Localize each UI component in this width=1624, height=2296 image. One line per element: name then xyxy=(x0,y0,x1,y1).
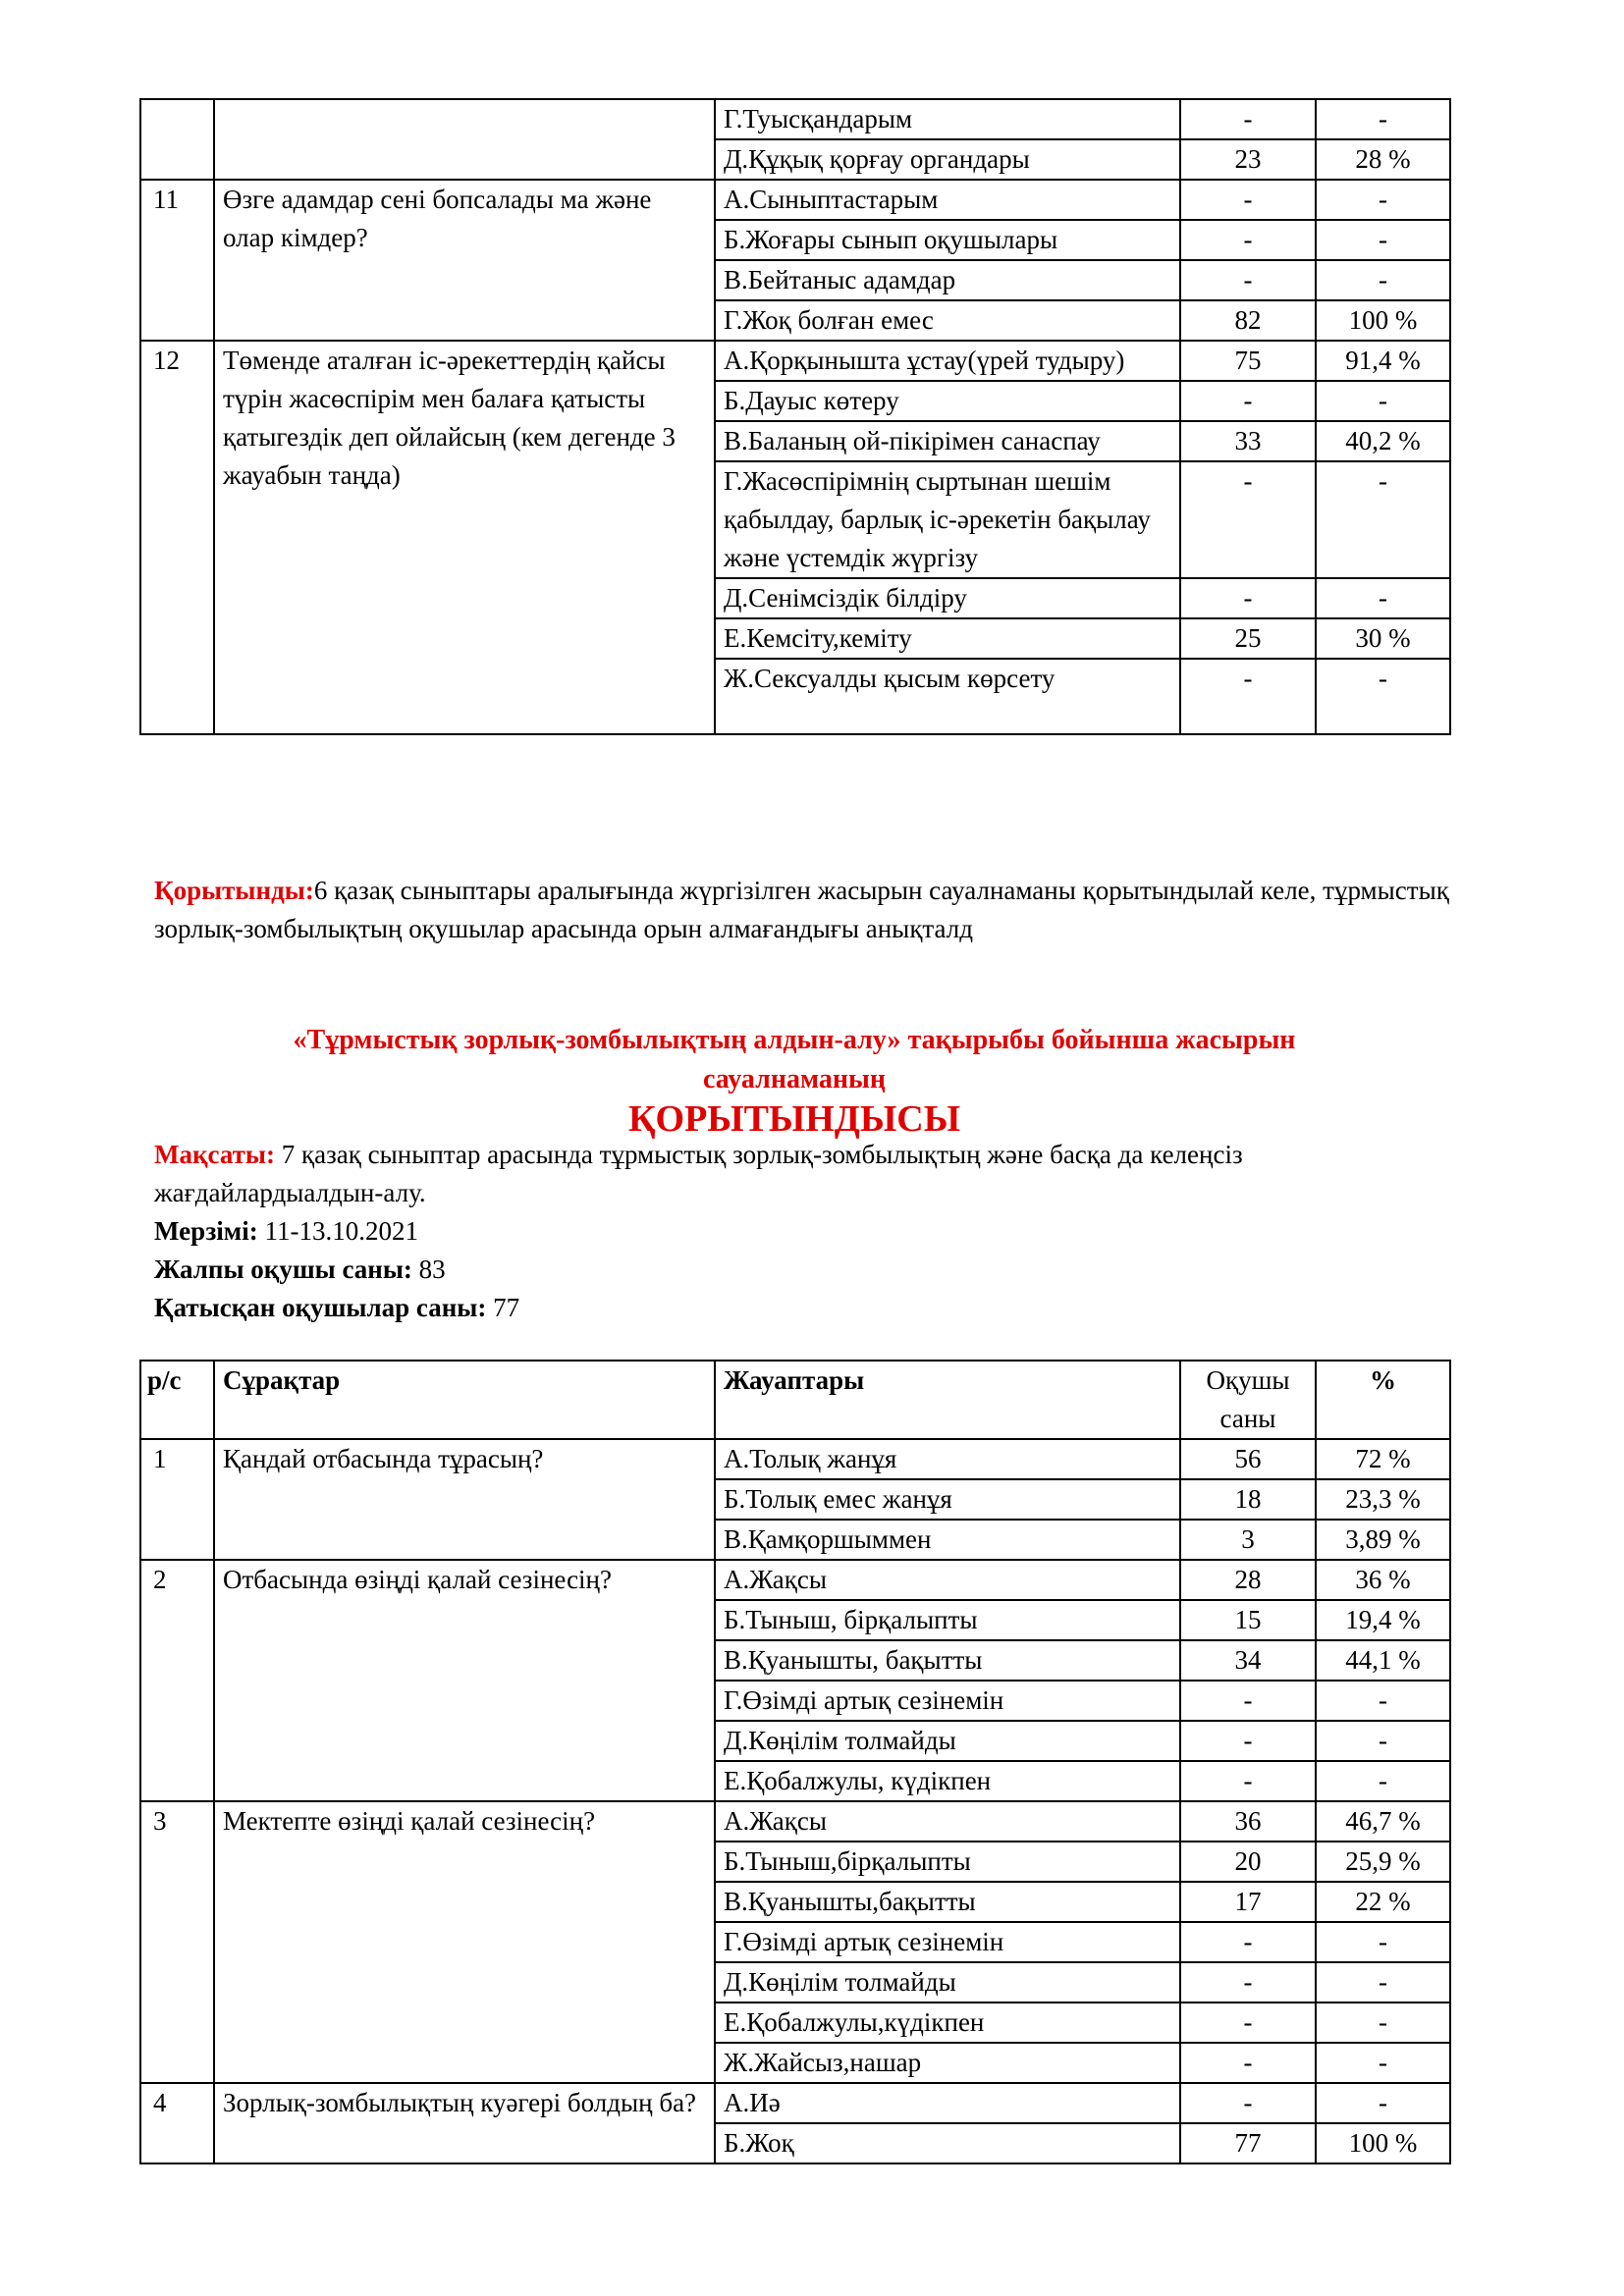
answer-count: 20 xyxy=(1180,1842,1316,1882)
answer-option: Б.Тыныш, бірқалыпты xyxy=(715,1600,1180,1640)
answer-option: В.Қуанышты,бақытты xyxy=(715,1882,1180,1922)
answer-percent: 44,1 % xyxy=(1316,1640,1450,1681)
conclusion-paragraph xyxy=(154,872,1460,948)
survey-table-continued xyxy=(139,98,1451,735)
answer-option: Е.Қобалжулы,күдікпен xyxy=(715,2002,1180,2043)
question-text: Мектепте өзіңді қалай сезінесің? xyxy=(214,1801,715,2083)
answer-percent: 3,89 % xyxy=(1316,1520,1450,1560)
report-title xyxy=(139,1021,1449,1139)
answer-count: 3 xyxy=(1180,1520,1316,1560)
table-row xyxy=(140,341,1450,381)
total-label: Жалпы оқушы саны: xyxy=(154,1255,412,1284)
question-number: 11 xyxy=(140,180,214,341)
answer-percent: - xyxy=(1316,659,1450,734)
answer-count: - xyxy=(1180,578,1316,618)
answer-percent: - xyxy=(1316,381,1450,421)
table-row xyxy=(140,180,1450,220)
answer-option: А.Жақсы xyxy=(715,1801,1180,1842)
answer-percent: - xyxy=(1316,461,1450,578)
answer-percent: 23,3 % xyxy=(1316,1479,1450,1520)
answer-count: 56 xyxy=(1180,1439,1316,1479)
answer-option: А.Иә xyxy=(715,2083,1180,2123)
answer-percent: 36 % xyxy=(1316,1560,1450,1600)
table-row xyxy=(140,1801,1450,1842)
answer-option: Г.Туысқандарым xyxy=(715,99,1180,139)
header-answers: Жауаптары xyxy=(715,1361,1180,1439)
table-row xyxy=(140,1439,1450,1479)
answer-percent: - xyxy=(1316,220,1450,260)
participants-label: Қатысқан оқушылар саны: xyxy=(154,1293,487,1322)
answer-count: - xyxy=(1180,1922,1316,1962)
participants-value: 77 xyxy=(486,1293,520,1322)
answer-option: А.Жақсы xyxy=(715,1560,1180,1600)
answer-count: - xyxy=(1180,260,1316,300)
answer-percent: - xyxy=(1316,1761,1450,1801)
title-line-3: ҚОРЫТЫНДЫСЫ xyxy=(627,1098,961,1140)
answer-percent: - xyxy=(1316,2043,1450,2083)
total-value: 83 xyxy=(411,1255,446,1284)
answer-percent: - xyxy=(1316,260,1450,300)
answer-percent: 28 % xyxy=(1316,139,1450,180)
answer-count: 25 xyxy=(1180,618,1316,659)
goal-line xyxy=(154,1136,1470,1212)
question-number: 1 xyxy=(140,1439,214,1560)
answer-option: В.Қамқоршыммен xyxy=(715,1520,1180,1560)
answer-option: Б.Жоғары сынып оқушылары xyxy=(715,220,1180,260)
answer-option: А.Толық жанұя xyxy=(715,1439,1180,1479)
participants-line xyxy=(154,1289,1470,1327)
answer-count: 18 xyxy=(1180,1479,1316,1520)
header-percent: % xyxy=(1316,1361,1450,1439)
question-number: 2 xyxy=(140,1560,214,1801)
answer-percent: 40,2 % xyxy=(1316,421,1450,461)
answer-option: Е.Кемсіту,кеміту xyxy=(715,618,1180,659)
answer-count: - xyxy=(1180,1721,1316,1761)
answer-option: Ж.Сексуалды қысым көрсету xyxy=(715,659,1180,734)
answer-count: - xyxy=(1180,2043,1316,2083)
answer-option: А.Қорқынышта ұстау(үрей тудыру) xyxy=(715,341,1180,381)
answer-count: 82 xyxy=(1180,300,1316,341)
answer-percent: - xyxy=(1316,578,1450,618)
answer-option: Б.Толық емес жанұя xyxy=(715,1479,1180,1520)
header-question: Сұрақтар xyxy=(214,1361,715,1439)
title-line-1: «Тұрмыстық зорлық-зомбылықтың алдын-алу» тақырыбы бойынша жасырын xyxy=(293,1025,1296,1055)
period-label: Мерзімі: xyxy=(154,1216,258,1246)
question-text: Отбасында өзіңді қалай сезінесің? xyxy=(214,1560,715,1801)
survey-results-table xyxy=(139,1360,1451,2164)
answer-option: Д.Көңілім толмайды xyxy=(715,1721,1180,1761)
answer-percent: 72 % xyxy=(1316,1439,1450,1479)
answer-percent: 100 % xyxy=(1316,2123,1450,2163)
question-text: Зорлық-зомбылықтың куәгері болдың ба? xyxy=(214,2083,715,2163)
question-text: Өзге адамдар сені бопсалады ма және олар кімдер? xyxy=(214,180,715,341)
answer-count: - xyxy=(1180,220,1316,260)
answer-count: - xyxy=(1180,1962,1316,2002)
answer-percent: - xyxy=(1316,1922,1450,1962)
conclusion-label: Қорытынды: xyxy=(154,876,314,905)
answer-percent: 30 % xyxy=(1316,618,1450,659)
goal-text: 7 қазақ сыныптар арасында тұрмыстық зорлық-зомбылықтың және басқа да келеңсіз жағдайлардыалдын-алу. xyxy=(154,1140,1243,1207)
answer-count: - xyxy=(1180,2083,1316,2123)
question-number: 12 xyxy=(140,341,214,734)
answer-count: - xyxy=(1180,659,1316,734)
answer-count: 36 xyxy=(1180,1801,1316,1842)
answer-count: 33 xyxy=(1180,421,1316,461)
answer-option: Г.Жасөспірімнің сыртынан шешім қабылдау, барлық іс-әрекетін бақылау және үстемдік жүргізу xyxy=(715,461,1180,578)
answer-option: Б.Тыныш,бірқалыпты xyxy=(715,1842,1180,1882)
answer-option: В.Баланың ой-пікірімен санаспау xyxy=(715,421,1180,461)
total-line xyxy=(154,1251,1470,1289)
period-line xyxy=(154,1212,1470,1251)
answer-option: Е.Қобалжулы, күдікпен xyxy=(715,1761,1180,1801)
goal-label: Мақсаты: xyxy=(154,1140,275,1169)
answer-count: 77 xyxy=(1180,2123,1316,2163)
answer-option: Б.Дауыс көтеру xyxy=(715,381,1180,421)
answer-count: 34 xyxy=(1180,1640,1316,1681)
answer-count: - xyxy=(1180,1761,1316,1801)
answer-option: А.Сыныптастарым xyxy=(715,180,1180,220)
answer-count: 75 xyxy=(1180,341,1316,381)
question-text: Қандай отбасында тұрасың? xyxy=(214,1439,715,1560)
answer-option: Б.Жоқ xyxy=(715,2123,1180,2163)
answer-percent: - xyxy=(1316,180,1450,220)
answer-percent: 25,9 % xyxy=(1316,1842,1450,1882)
answer-count: - xyxy=(1180,2002,1316,2043)
answer-count: - xyxy=(1180,180,1316,220)
answer-option: Г.Өзімді артық сезінемін xyxy=(715,1922,1180,1962)
table-header-row xyxy=(140,1361,1450,1439)
header-count: Оқушы саны xyxy=(1180,1361,1316,1439)
answer-option: В.Қуанышты, бақытты xyxy=(715,1640,1180,1681)
question-number xyxy=(140,99,214,180)
header-num: р/с xyxy=(140,1361,214,1439)
answer-percent: - xyxy=(1316,1721,1450,1761)
answer-option: Г.Жоқ болған емес xyxy=(715,300,1180,341)
answer-option: Ж.Жайсыз,нашар xyxy=(715,2043,1180,2083)
period-value: 11-13.10.2021 xyxy=(257,1216,418,1246)
answer-percent: - xyxy=(1316,2083,1450,2123)
table-row xyxy=(140,99,1450,139)
survey-meta xyxy=(154,1136,1470,1327)
answer-count: 23 xyxy=(1180,139,1316,180)
answer-percent: 100 % xyxy=(1316,300,1450,341)
answer-count: 17 xyxy=(1180,1882,1316,1922)
answer-option: Д.Көңілім толмайды xyxy=(715,1962,1180,2002)
title-line-2: сауалнаманың xyxy=(702,1064,887,1095)
table-row xyxy=(140,1560,1450,1600)
answer-percent: 46,7 % xyxy=(1316,1801,1450,1842)
answer-count: - xyxy=(1180,461,1316,578)
answer-option: Д.Сенімсіздік білдіру xyxy=(715,578,1180,618)
answer-percent: - xyxy=(1316,2002,1450,2043)
conclusion-text: 6 қазақ сыныптары аралығында жүргізілген жасырын сауалнаманы қорытындылай келе, тұрмыстық зорлық-зомбылықтың оқушылар арасында орын алмағандығы анықталд xyxy=(154,876,1449,943)
answer-count: - xyxy=(1180,99,1316,139)
question-number: 4 xyxy=(140,2083,214,2163)
question-text xyxy=(214,99,715,180)
answer-count: - xyxy=(1180,381,1316,421)
answer-count: 15 xyxy=(1180,1600,1316,1640)
answer-percent: - xyxy=(1316,1962,1450,2002)
table-row xyxy=(140,2083,1450,2123)
answer-percent: - xyxy=(1316,99,1450,139)
answer-percent: 91,4 % xyxy=(1316,341,1450,381)
answer-percent: 19,4 % xyxy=(1316,1600,1450,1640)
question-number: 3 xyxy=(140,1801,214,2083)
answer-option: В.Бейтаныс адамдар xyxy=(715,260,1180,300)
answer-option: Д.Құқық қорғау органдары xyxy=(715,139,1180,180)
answer-percent: - xyxy=(1316,1681,1450,1721)
answer-percent: 22 % xyxy=(1316,1882,1450,1922)
answer-option: Г.Өзімді артық сезінемін xyxy=(715,1681,1180,1721)
answer-count: 28 xyxy=(1180,1560,1316,1600)
question-text: Төменде аталған іс-әрекеттердің қайсы түрін жасөспірім мен балаға қатысты қатыгездік деп ойлайсың (кем дегенде 3 жауабын таңда) xyxy=(214,341,715,734)
answer-count: - xyxy=(1180,1681,1316,1721)
